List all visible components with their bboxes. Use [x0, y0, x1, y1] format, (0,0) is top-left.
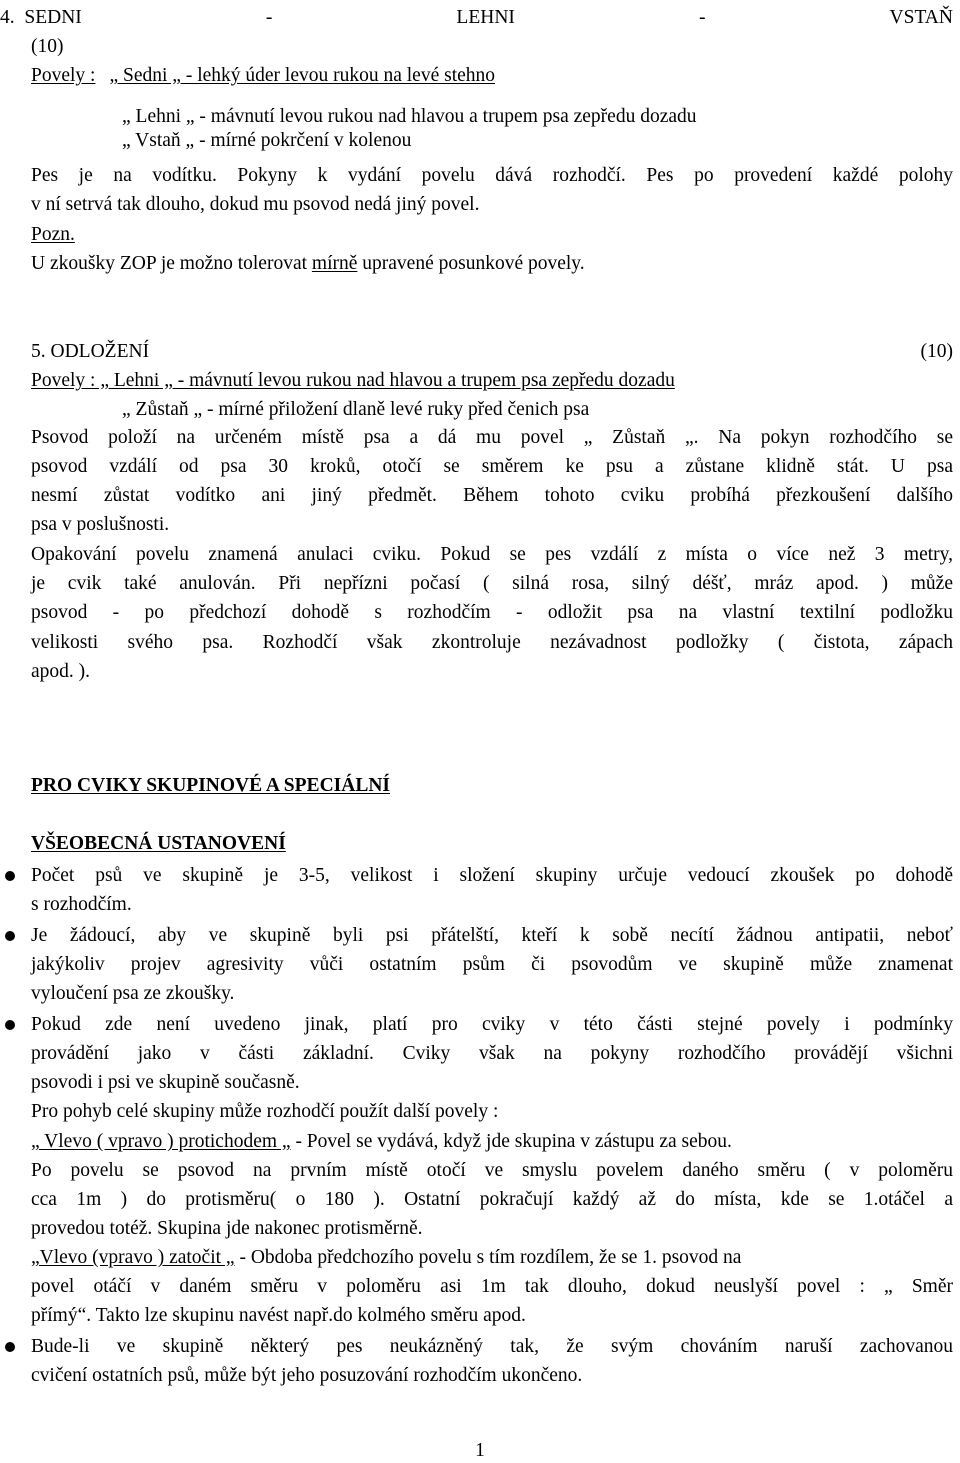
bullet1-line: s rozhodčím. — [31, 894, 132, 915]
cmd2-desc: - Obdoba předchozího povelu s tím rozdílem, že se 1. psovod na — [234, 1247, 742, 1268]
section4-povely — [31, 64, 953, 88]
bullet-icon — [5, 1342, 15, 1352]
bullet2-line: vyloučení psa ze zkoušky. — [31, 983, 235, 1004]
povely-cmd-sedni: „ Sedni „ - lehký úder levou rukou na levé stehno — [109, 65, 496, 86]
page-number: 1 — [475, 1440, 485, 1461]
section4-points: (10) — [31, 36, 64, 57]
section5-line: psa v poslušnosti. — [31, 514, 170, 535]
bullet3-line: provádění jako v části základní. Cviky však na pokyny rozhodčího provádějí všichni — [31, 1043, 953, 1064]
cmd1-line: Po povelu se psovod na prvním místě otočí ve smyslu povelem daného směru ( v poloměru — [31, 1160, 953, 1181]
section5-title — [31, 340, 953, 364]
group-heading: PRO CVIKY SKUPINOVÉ A SPECIÁLNÍ — [31, 775, 390, 796]
cmd1-name: „ Vlevo ( vpravo ) protichodem „ — [31, 1131, 291, 1152]
section5-points: (10) — [920, 341, 953, 362]
section4-title — [0, 6, 953, 30]
cmd1-line: provedou totéž. Skupina jde nakonec protisměrně. — [31, 1218, 423, 1239]
section4-note: U zkoušky ZOP je možno tolerovat mírně upravené posunkové povely. — [31, 253, 585, 274]
bullet4-line: cvičení ostatních psů, může být jeho posuzování rozhodčím ukončeno. — [31, 1365, 583, 1386]
section4-title-b: LEHNI — [456, 7, 515, 28]
group-pohyb: Pro pohyb celé skupiny může rozhodčí použít další povely : — [31, 1101, 499, 1122]
bullet4-line: Bude-li ve skupině některý pes neukázněný tak, že svým chováním naruší zachovanou — [31, 1336, 953, 1357]
section5-cmd-zustan: „ Zůstaň „ - mírné přiložení dlaně levé ruky před čenich psa — [122, 399, 590, 420]
cmd1-desc: - Povel se vydává, když jde skupina v zástupu za sebou. — [290, 1131, 732, 1152]
povely-label: Povely : — [31, 65, 96, 86]
section5-line: apod. ). — [31, 661, 91, 682]
group-cmd1 — [31, 1130, 953, 1154]
bullet1-line: Počet psů ve skupině je 3-5, velikost i složení skupiny určuje vedoucí zkoušek po dohodě — [31, 865, 953, 886]
povely-cmd-vstan: „ Vstaň „ - mírné pokrčení v kolenou — [122, 130, 412, 151]
section4-title-a: 4. SEDNI — [0, 7, 82, 28]
section5-line: Psovod položí na určeném místě psa a dá mu povel „ Zůstaň „. Na pokyn rozhodčího se — [31, 427, 953, 448]
section5-line: psovod - po předchozí dohodě s rozhodčím - odložit psa na vlastní textilní podložku — [31, 602, 953, 623]
cmd2-name: „Vlevo (vpravo ) zatočit „ — [31, 1247, 235, 1268]
bullet2-line: Je žádoucí, aby ve skupině byli psi přátelští, kteří k sobě necítí žádnou antipatii, neboť — [31, 925, 953, 946]
pozn-label: Pozn. — [31, 224, 75, 245]
bullet3-line: psovodi i psi ve skupině současně. — [31, 1072, 300, 1093]
section4-title-c: VSTAŇ — [889, 7, 953, 28]
section5-title-text: 5. ODLOŽENÍ — [31, 341, 150, 362]
section4-paragraph-line1: Pes je na vodítku. Pokyny k vydání povelu dává rozhodčí. Pes po provedení každé polohy — [31, 165, 953, 186]
cmd2-line: povel otáčí v daném směru v poloměru asi 1m tak dlouho, dokud neuslyší povel : „ Směr — [31, 1276, 953, 1297]
bullet-icon — [5, 1020, 15, 1030]
bullet2-line: jakýkoliv projev agresivity vůči ostatním psům či psovodům ve skupině může znamenat — [31, 954, 953, 975]
section5-line: nesmí zůstat vodítko ani jiný předmět. Během tohoto cviku probíhá přezkoušení dalšího — [31, 485, 953, 506]
section5-line: psovod vzdálí od psa 30 kroků, otočí se směrem ke psu a zůstane klidně stát. U psa — [31, 456, 953, 477]
section4-paragraph-line2: v ní setrvá tak dlouho, dokud mu psovod nedá jiný povel. — [31, 194, 480, 215]
bullet3-line: Pokud zde není uvedeno jinak, platí pro cviky v této části stejné povely i podmínky — [31, 1014, 953, 1035]
group-subheading: VŠEOBECNÁ USTANOVENÍ — [31, 833, 286, 854]
cmd1-line: cca 1m ) do protisměru( o 180 ). Ostatní pokračují každý až do místa, kde se 1.otáčel a — [31, 1189, 953, 1210]
section5-line: velikosti svého psa. Rozhodčí však zkontroluje nezávadnost podložky ( čistota, zápach — [31, 632, 953, 653]
povely-cmd-lehni: „ Lehni „ - mávnutí levou rukou nad hlavou a trupem psa zepředu dozadu — [122, 106, 697, 127]
group-cmd2 — [31, 1246, 953, 1270]
section5-line: Opakování povelu znamená anulaci cviku. Pokud se pes vzdálí z místa o více než 3 metry, — [31, 544, 953, 565]
section4-dash1: - — [265, 7, 273, 28]
section5-povely: Povely : „ Lehni „ - mávnutí levou rukou nad hlavou a trupem psa zepředu dozadu — [31, 370, 675, 391]
cmd2-line: přímý“. Takto lze skupinu navést např.do kolmého směru apod. — [31, 1305, 526, 1326]
bullet-icon — [5, 931, 15, 941]
section4-dash2: - — [698, 7, 706, 28]
section5-line: je cvik také anulován. Při nepřízni počasí ( silná rosa, silný déšť, mráz apod. ) může — [31, 573, 953, 594]
bullet-icon — [5, 871, 15, 881]
